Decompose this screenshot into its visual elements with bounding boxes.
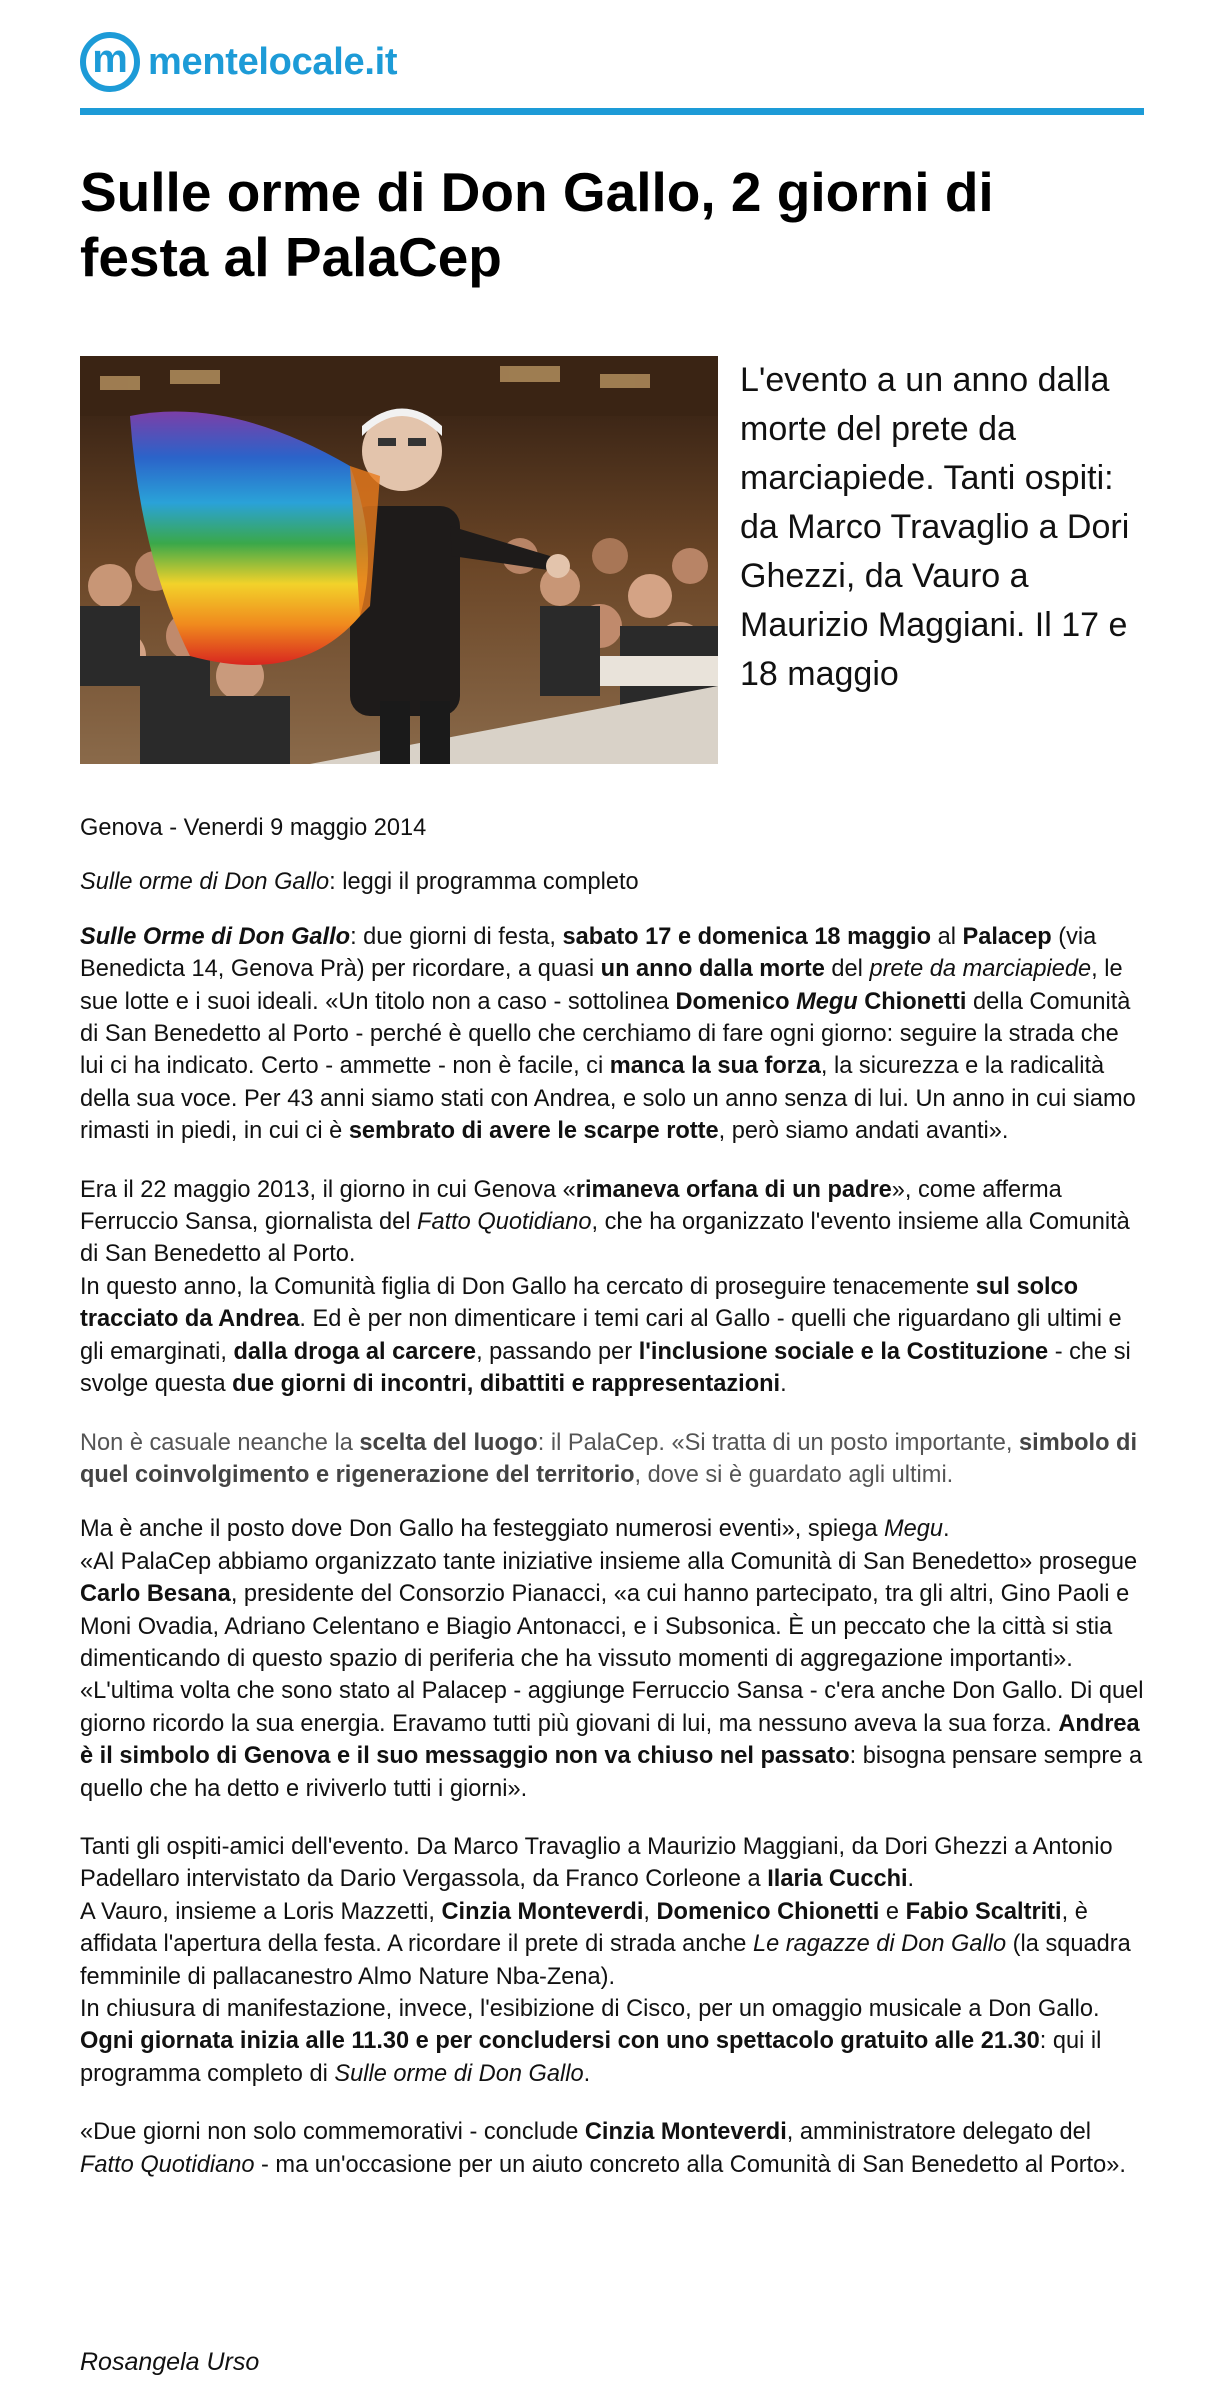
article-body — [80, 812, 1144, 2181]
paragraph-2: Era il 22 maggio 2013, il giorno in cui Genova «rimaneva orfana di un padre», come afferma Ferruccio Sansa, giornalista del Fatto Quotidiano, che ha organizzato l'evento insieme alla Comunità di San Benedetto al Porto. In questo anno, la Comunità figlia di Don Gallo ha cercato di proseguire tenacemente sul solco tracciato da Andrea. Ed è per non dimenticare i temi cari al Gallo - quelli che riguardano gli ultimi e gli emarginati, dalla droga al carcere, passando per l'inclusione sociale e la Costituzione - che si svolge questa due giorni di incontri, dibattiti e rappresentazioni. — [80, 1176, 1131, 1398]
article-dateline: Genova - Venerdi 9 maggio 2014 — [80, 815, 427, 841]
program-link-line: Sulle orme di Don Gallo: leggi il programma completo — [80, 869, 639, 896]
article-author: Rosangela Urso — [80, 2348, 260, 2376]
paragraph-4: Ma è anche il posto dove Don Gallo ha festeggiato numerosi eventi», spiega Megu. «Al PalaCep abbiamo organizzato tante iniziative insieme alla Comunità di San Benedetto» prosegue Carlo Besana, presidente del Consorzio Pianacci, «a cui hanno partecipato, tra gli altri, Gino Paoli e Moni Ovadia, Adriano Celentano e Biagio Antonacci, e i Subsonica. È un peccato che la città si stia dimenticando di questo spazio di periferia che ha vissuto momenti di aggregazione importanti». «L'ultima volta che sono stato al Palacep - aggiunge Ferruccio Sansa - c'era anche Don Gallo. Di quel giorno ricordo la sua energia. Eravamo tutti più giovani di lui, ma nessuno aveva la sua forza. Andrea è il simbolo di Genova e il suo messaggio non va chiuso nel passato: bisogna pensare sempre a quello che ha detto e riviverlo tutti i giorni». — [80, 1516, 1144, 1802]
paragraph-6: «Due giorni non solo commemorativi - conclude Cinzia Monteverdi, amministratore delegato del Fatto Quotidiano - ma un'occasione per un aiuto concreto alla Comunità di San Benedetto al Porto». — [80, 2119, 1126, 2178]
paragraph-3: Non è casuale neanche la scelta del luogo: il PalaCep. «Si tratta di un posto importante, simbolo di quel coinvolgimento e rigenerazione del territorio, dove si è guardato agli ultimi. — [80, 1429, 1137, 1488]
program-link[interactable]: Sulle orme di Don Gallo — [80, 869, 330, 896]
site-header — [80, 32, 397, 92]
article-photo — [80, 356, 718, 764]
logo-icon[interactable]: m — [80, 32, 140, 92]
program-link-2[interactable]: Sulle orme di Don Gallo — [334, 2060, 584, 2087]
site-logo-text[interactable]: mentelocale.it — [148, 40, 398, 83]
paragraph-1: Sulle Orme di Don Gallo: due giorni di festa, sabato 17 e domenica 18 maggio al Palacep (via Benedicta 14, Genova Prà) per ricordare, a quasi un anno dalla morte del prete da marciapiede, le sue lotte e i suoi ideali. «Un titolo non a caso - sottolinea Domenico Megu Chionetti della Comunità di San Benedetto al Porto - perché è quello che cerchiamo di fare ogni giorno: seguire la strada che lui ci ha indicato. Certo - ammette - non è facile, ci manca la sua forza, la sicurezza e la radicalità della sua voce. Per 43 anni siamo stati con Andrea, e solo un anno senza di lui. Un anno in cui siamo rimasti in piedi, in cui ci è sembrato di avere le scarpe rotte, però siamo andati avanti». — [80, 923, 1136, 1145]
article-title: Sulle orme di Don Gallo, 2 giorni di festa al PalaCep — [80, 161, 994, 288]
paragraph-5: Tanti gli ospiti-amici dell'evento. Da Marco Travaglio a Maurizio Maggiani, da Dori Ghezzi a Antonio Padellaro intervistato da Dario Vergassola, da Franco Corleone a Ilaria Cucchi. A Vauro, insieme a Loris Mazzetti, Cinzia Monteverdi, Domenico Chionetti e Fabio Scaltriti, è affidata l'apertura della festa. A ricordare il prete di strada anche Le ragazze di Don Gallo (la squadra femminile di pallacanestro Almo Nature Nba-Zena). In chiusura di manifestazione, invece, l'esibizione di Cisco, per un omaggio musicale a Don Gallo. Ogni giornata inizia alle 11.30 e per concludersi con uno spettacolo gratuito alle 21.30: qui il programma completo di Sulle orme di Don Gallo. — [80, 1833, 1131, 2087]
article-lead: L'evento a un anno dalla morte del prete da marciapiede. Tanti ospiti: da Marco Travaglio a Dori Ghezzi, da Vauro a Maurizio Maggiani. Il 17 e 18 maggio — [740, 361, 1130, 693]
header-divider — [80, 108, 1144, 115]
